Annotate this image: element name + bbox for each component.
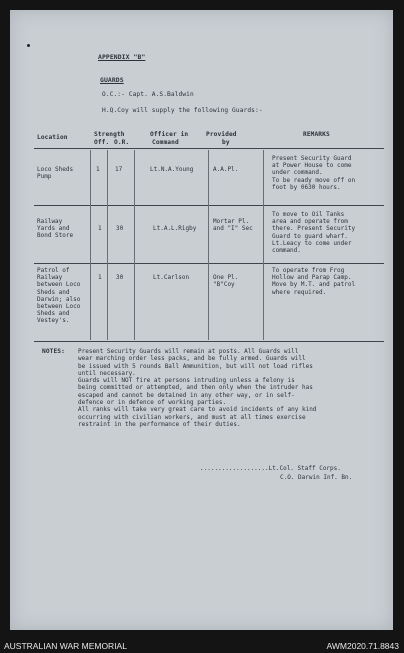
row1-provided: A.A.Pl. — [213, 166, 239, 173]
row1-location: Loco Sheds Pump — [37, 166, 74, 181]
signature-line: ...................Lt.Col. Staff Corps. — [200, 465, 341, 472]
row2-provided: Mortar Pl. and "I" Sec — [213, 218, 253, 233]
footer-reference: AWM2020.71.8843 — [326, 641, 399, 651]
column-divider — [134, 150, 135, 340]
header-off: Off. — [94, 139, 110, 146]
notes-text: Present Security Guards will remain at posts. All Guards will wear marching order less packs, and be fully armed. Guards will be issued with 5 rounds Ball Ammunition, but will not load rifles until necessary. Guards will NOT fire at persons intruding unless a felony is being committed or attempted, and then only when the intruder has escaped and cannot be detained in any other way, or in self- defence or in defence of working parties. All ranks will take very great care to avoid incidents of any kind occurring with civilian workers, and must at all times exercise restraint in the performance of their duties. — [78, 348, 317, 428]
row2-off: 1 — [98, 225, 102, 232]
row3-off: 1 — [98, 274, 102, 281]
column-divider — [90, 150, 91, 340]
row1-remarks: Present Security Guard at Power House to come under command. To be ready move off on foot by 0630 hours. — [272, 155, 356, 191]
table-bottom-rule — [34, 341, 384, 342]
notes-label: NOTES: — [42, 348, 65, 355]
header-officer-1: Officer in — [150, 131, 189, 138]
punch-hole-mark — [27, 44, 30, 47]
header-provided-1: Provided — [206, 131, 237, 138]
row1-officer: Lt.N.A.Young — [150, 166, 194, 173]
header-provided-2: by — [222, 139, 230, 146]
header-officer-2: Command — [152, 139, 179, 146]
footer-institution: AUSTRALIAN WAR MEMORIAL — [4, 641, 127, 651]
row2-location: Railway Yards and Bond Store — [37, 218, 74, 240]
intro-line: H.Q.Coy will supply the following Guards:- — [102, 107, 263, 114]
column-divider — [263, 150, 264, 340]
row3-officer: Lt.Carlson — [153, 274, 190, 281]
table-header-rule — [34, 148, 384, 149]
row1-or: 17 — [115, 166, 123, 173]
row2-officer: Lt.A.L.Rigby — [153, 225, 197, 232]
guards-heading: GUARDS — [100, 76, 124, 84]
row2-remarks: To move to Oil Tanks area and operate from there. Present Security Guard to guard wharf. Lt.Leacy to come under command. — [272, 211, 356, 255]
row2-or: 30 — [116, 225, 124, 232]
header-or: O.R. — [114, 139, 130, 146]
header-location: Location — [37, 134, 68, 141]
column-divider — [107, 150, 108, 340]
document-page — [10, 10, 393, 630]
signature-title: C.O. Darwin Inf. Bn. — [280, 474, 353, 481]
row3-provided: One Pl. "B"Coy — [213, 274, 239, 289]
header-remarks: REMARKS — [303, 131, 330, 138]
oc-line: O.C.:- Capt. A.S.Baldwin — [102, 91, 194, 98]
row3-location: Patrol of Railway between Loco Sheds and Darwin; also between Loco Sheds and Vestey's. — [37, 267, 81, 325]
row3-remarks: To operate from Frog Hollow and Parap Camp. Move by M.T. and patrol where required. — [272, 267, 356, 296]
row-divider-2 — [34, 263, 384, 264]
row3-or: 30 — [116, 274, 124, 281]
header-strength: Strength — [94, 131, 125, 138]
archive-footer — [0, 638, 404, 653]
column-divider — [208, 150, 209, 340]
row1-off: 1 — [96, 166, 100, 173]
row-divider-1 — [34, 205, 384, 206]
appendix-heading: APPENDIX "B" — [98, 53, 146, 61]
